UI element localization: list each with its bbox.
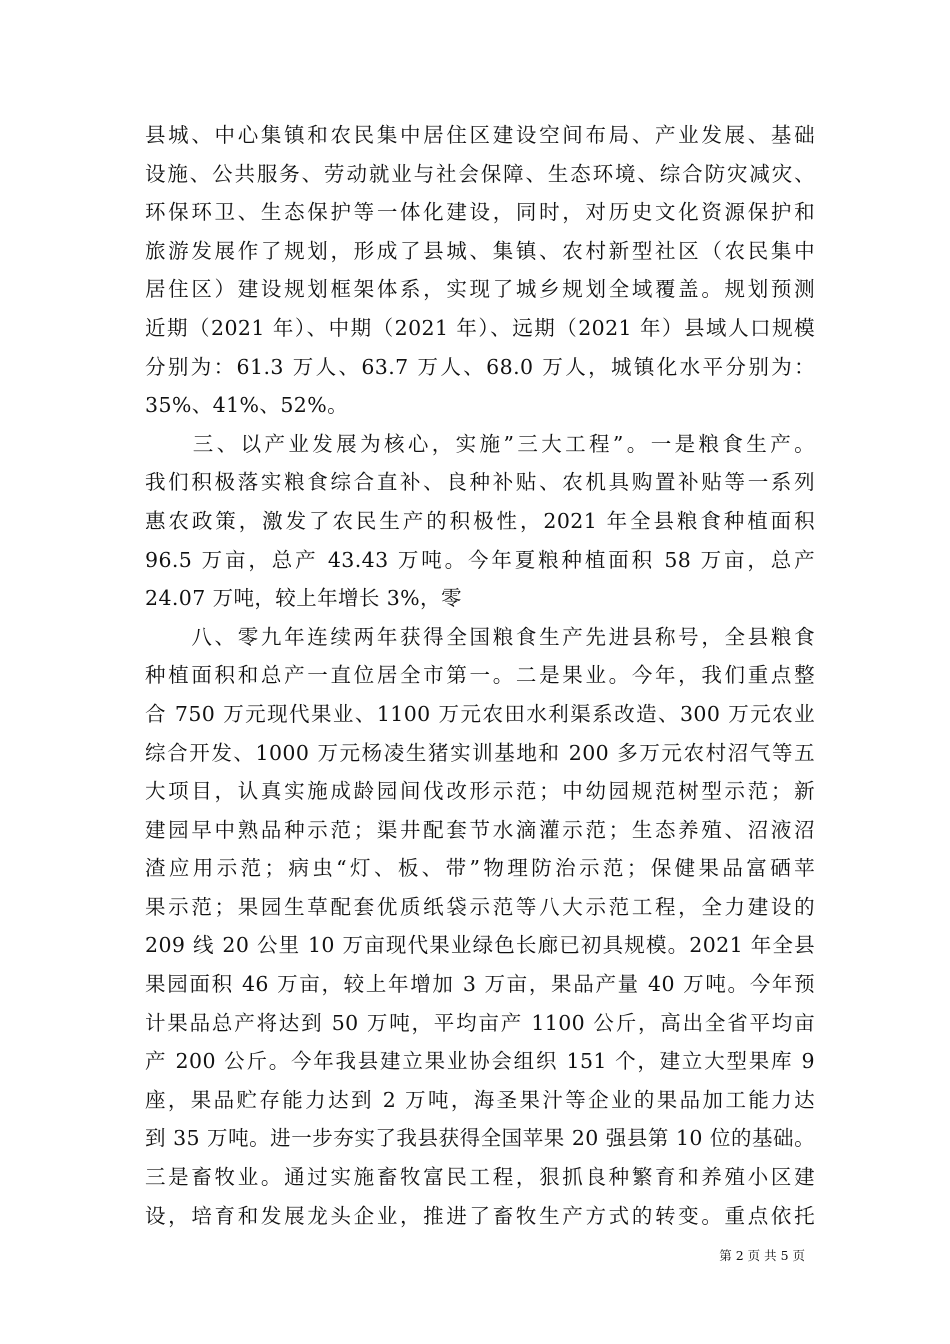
text-line: 209 线 20 公里 10 万亩现代果业绿色长廊已初具规模。2021 年全县	[145, 933, 815, 958]
text-line: 96.5 万亩，总产 43.43 万吨。今年夏粮种植面积 58 万亩，总产	[145, 547, 815, 572]
text-line: 果园面积 46 万亩，较上年增加 3 万亩，果品产量 40 万吨。今年预	[145, 972, 815, 997]
text-line: 近期（2021 年）、中期（2021 年）、远期（2021 年）县域人口规模	[145, 315, 815, 340]
text-line: 座，果品贮存能力达到 2 万吨，海圣果汁等企业的果品加工能力达	[145, 1087, 815, 1112]
text-line: 35%、41%、52%。	[145, 393, 348, 418]
text-line: 惠农政策，激发了农民生产的积极性，2021 年全县粮食种植面积	[145, 508, 815, 533]
text-line: 24.07 万吨，较上年增长 3%，零	[145, 586, 462, 611]
body-text	[145, 116, 815, 1235]
text-line: 合 750 万元现代果业、1100 万元农田水利渠系改造、300 万元农业	[145, 701, 815, 726]
text-line: 县城、中心集镇和农民集中居住区建设空间布局、产业发展、基础	[145, 123, 815, 147]
text-line: 我们积极落实粮食综合直补、良种补贴、农机具购置补贴等一系列	[145, 470, 815, 495]
text-line: 三是畜牧业。通过实施畜牧富民工程，狠抓良种繁育和养殖小区建	[145, 1165, 815, 1190]
text-line: 居住区）建设规划框架体系，实现了城乡规划全域覆盖。规划预测	[145, 277, 815, 302]
text-line: 设，培育和发展龙头企业，推进了畜牧生产方式的转变。重点依托	[145, 1203, 815, 1228]
text-line: 设施、公共服务、劳动就业与社会保障、生态环境、综合防灾减灾、	[145, 161, 815, 186]
text-line: 分别为：61.3 万人、63.7 万人、68.0 万人，城镇化水平分别为：	[145, 354, 815, 379]
text-line: 计果品总产将达到 50 万吨，平均亩产 1100 公斤，高出全省平均亩	[145, 1010, 815, 1035]
text-line: 八、零九年连续两年获得全国粮食生产先进县称号，全县粮食	[145, 624, 815, 649]
page-number-footer: 第 2 页 共 5 页	[719, 1248, 805, 1263]
text-line: 果示范；果园生草配套优质纸袋示范等八大示范工程，全力建设的	[145, 894, 815, 919]
text-line: 大项目，认真实施成龄园间伐改形示范；中幼园规范树型示范；新	[145, 779, 815, 804]
text-line: 到 35 万吨。进一步夯实了我县获得全国苹果 20 强县第 10 位的基础。	[145, 1126, 815, 1151]
text-line: 旅游发展作了规划，形成了县城、集镇、农村新型社区（农民集中	[145, 238, 815, 263]
text-line: 综合开发、1000 万元杨凌生猪实训基地和 200 多万元农村沼气等五	[145, 740, 815, 765]
text-line: 环保环卫、生态保护等一体化建设，同时，对历史文化资源保护和	[145, 200, 815, 225]
text-line: 产 200 公斤。今年我县建立果业协会组织 151 个，建立大型果库 9	[145, 1049, 815, 1074]
text-line: 种植面积和总产一直位居全市第一。二是果业。今年，我们重点整	[145, 663, 815, 688]
text-line: 渣应用示范；病虫“灯、板、带”物理防治示范；保健果品富硒苹	[145, 856, 815, 881]
text-line: 三、以产业发展为核心，实施”三大工程”。一是粮食生产。	[145, 431, 815, 456]
text-line: 建园早中熟品种示范；渠井配套节水滴灌示范；生态养殖、沼液沼	[145, 817, 815, 842]
